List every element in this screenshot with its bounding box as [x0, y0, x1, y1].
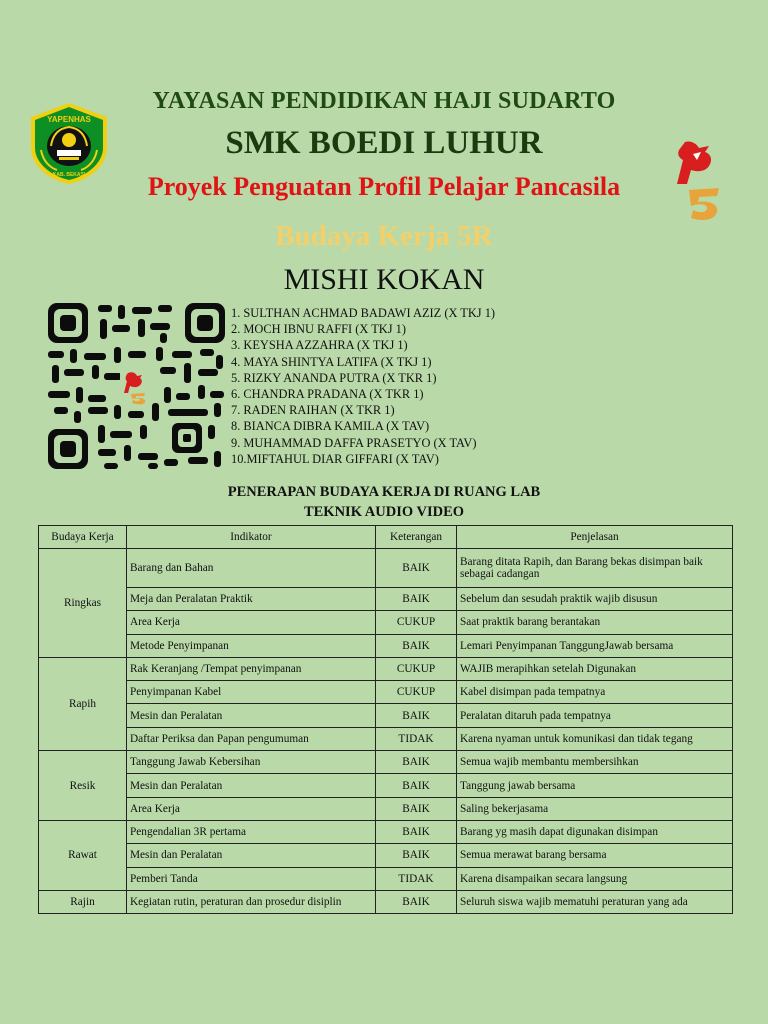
- member-item: 6. CHANDRA PRADANA (X TKR 1): [231, 387, 424, 402]
- explanation-cell: Barang ditata Rapih, dan Barang bekas disimpan baik sebagai cadangan: [457, 549, 733, 588]
- category-cell: Rajin: [39, 890, 127, 913]
- header-keterangan: Keterangan: [376, 526, 457, 549]
- explanation-cell: Kabel disimpan pada tempatnya: [457, 681, 733, 704]
- member-item: 7. RADEN RAIHAN (X TKR 1): [231, 403, 395, 418]
- explanation-cell: Tanggung jawab bersama: [457, 774, 733, 797]
- section-title: PENERAPAN BUDAYA KERJA DI RUANG LAB: [227, 484, 541, 500]
- table-row: [39, 844, 733, 867]
- indicator-cell: Metode Penyimpanan: [127, 634, 376, 657]
- category-cell: Rapih: [39, 657, 127, 750]
- indicator-cell: Mesin dan Peralatan: [127, 704, 376, 727]
- table-row: [39, 704, 733, 727]
- explanation-cell: Karena nyaman untuk komunikasi dan tidak tegang: [457, 727, 733, 750]
- table-row: [39, 588, 733, 611]
- status-cell: CUKUP: [376, 681, 457, 704]
- header-indikator: Indikator: [127, 526, 376, 549]
- status-cell: BAIK: [376, 588, 457, 611]
- indicator-cell: Mesin dan Peralatan: [127, 844, 376, 867]
- explanation-cell: Semua wajib membantu membersihkan: [457, 751, 733, 774]
- explanation-cell: WAJIB merapihkan setelah Digunakan: [457, 657, 733, 680]
- indicator-cell: Rak Keranjang /Tempat penyimpanan: [127, 657, 376, 680]
- indicator-cell: Tanggung Jawab Kebersihan: [127, 751, 376, 774]
- indicator-cell: Pengendalian 3R pertama: [127, 820, 376, 843]
- member-item: 5. RIZKY ANANDA PUTRA (X TKR 1): [231, 370, 437, 385]
- project-subtitle: Budaya Kerja 5R: [275, 220, 493, 252]
- indicator-cell: Area Kerja: [127, 797, 376, 820]
- member-item: 3. KEYSHA AZZAHRA (X TKJ 1): [231, 338, 408, 353]
- foundation-name: YAYASAN PENDIDIKAN HAJI SUDARTO: [152, 88, 616, 114]
- explanation-cell: Lemari Penyimpanan TanggungJawab bersama: [457, 634, 733, 657]
- table-row: [39, 681, 733, 704]
- status-cell: BAIK: [376, 774, 457, 797]
- indicator-cell: Meja dan Peralatan Praktik: [127, 588, 376, 611]
- status-cell: BAIK: [376, 704, 457, 727]
- explanation-cell: Seluruh siswa wajib mematuhi peraturan yang ada: [457, 890, 733, 913]
- logo-bottom-text: KAB. BEKASI: [52, 172, 86, 178]
- section-subtitle: TEKNIK AUDIO VIDEO: [303, 504, 465, 520]
- explanation-cell: Barang yg masih dapat digunakan disimpan: [457, 820, 733, 843]
- indicator-cell: Penyimpanan Kabel: [127, 681, 376, 704]
- status-cell: CUKUP: [376, 611, 457, 634]
- member-item: 8. BIANCA DIBRA KAMILA (X TAV): [231, 419, 430, 434]
- indicator-cell: Kegiatan rutin, peraturan dan prosedur disiplin: [127, 890, 376, 913]
- status-cell: TIDAK: [376, 867, 457, 890]
- header-budaya-kerja: Budaya Kerja: [39, 526, 127, 549]
- member-item: 2. MOCH IBNU RAFFI (X TKJ 1): [231, 322, 406, 337]
- table-row: [39, 774, 733, 797]
- logo-top-text: YAPENHAS: [47, 115, 91, 124]
- member-item: 1. SULTHAN ACHMAD BADAWI AZIZ (X TKJ 1): [231, 306, 496, 320]
- status-cell: BAIK: [376, 634, 457, 657]
- table-header-row: [39, 526, 733, 549]
- table-row: [39, 867, 733, 890]
- status-cell: BAIK: [376, 844, 457, 867]
- explanation-cell: Peralatan ditaruh pada tempatnya: [457, 704, 733, 727]
- indicator-cell: Mesin dan Peralatan: [127, 774, 376, 797]
- status-cell: BAIK: [376, 751, 457, 774]
- indicator-cell: Pemberi Tanda: [127, 867, 376, 890]
- table-row: [39, 657, 733, 680]
- header-penjelasan: Penjelasan: [457, 526, 733, 549]
- status-cell: TIDAK: [376, 727, 457, 750]
- table-row: [39, 634, 733, 657]
- explanation-cell: Semua merawat barang bersama: [457, 844, 733, 867]
- explanation-cell: Saling bekerjasama: [457, 797, 733, 820]
- status-cell: BAIK: [376, 890, 457, 913]
- explanation-cell: Karena disampaikan secara langsung: [457, 867, 733, 890]
- member-item: 10.MIFTAHUL DIAR GIFFARI (X TAV): [231, 451, 439, 466]
- table-row: [39, 751, 733, 774]
- status-cell: BAIK: [376, 549, 457, 588]
- explanation-cell: Sebelum dan sesudah praktik wajib disusun: [457, 588, 733, 611]
- table-row: [39, 797, 733, 820]
- indicator-cell: Barang dan Bahan: [127, 549, 376, 588]
- category-cell: Resik: [39, 751, 127, 821]
- theme-title: MISHI KOKAN: [283, 263, 485, 296]
- school-name: SMK BOEDI LUHUR: [225, 125, 543, 161]
- table-row: [39, 890, 733, 913]
- table-row: [39, 611, 733, 634]
- status-cell: CUKUP: [376, 657, 457, 680]
- project-title: Proyek Penguatan Profil Pelajar Pancasila: [147, 172, 621, 201]
- explanation-cell: Saat praktik barang berantakan: [457, 611, 733, 634]
- status-cell: BAIK: [376, 820, 457, 843]
- member-list: [231, 305, 495, 467]
- member-item: 4. MAYA SHINTYA LATIFA (X TKJ 1): [231, 354, 432, 369]
- indicator-cell: Daftar Periksa dan Papan pengumuman: [127, 727, 376, 750]
- indicator-cell: Area Kerja: [127, 611, 376, 634]
- category-cell: Ringkas: [39, 549, 127, 658]
- table-row: [39, 549, 733, 588]
- status-cell: BAIK: [376, 797, 457, 820]
- table-row: [39, 727, 733, 750]
- category-cell: Rawat: [39, 820, 127, 890]
- qr-code[interactable]: [48, 303, 225, 471]
- member-item: 9. MUHAMMAD DAFFA PRASETYO (X TAV): [231, 435, 477, 450]
- table-row: [39, 820, 733, 843]
- culture-table: [38, 525, 733, 914]
